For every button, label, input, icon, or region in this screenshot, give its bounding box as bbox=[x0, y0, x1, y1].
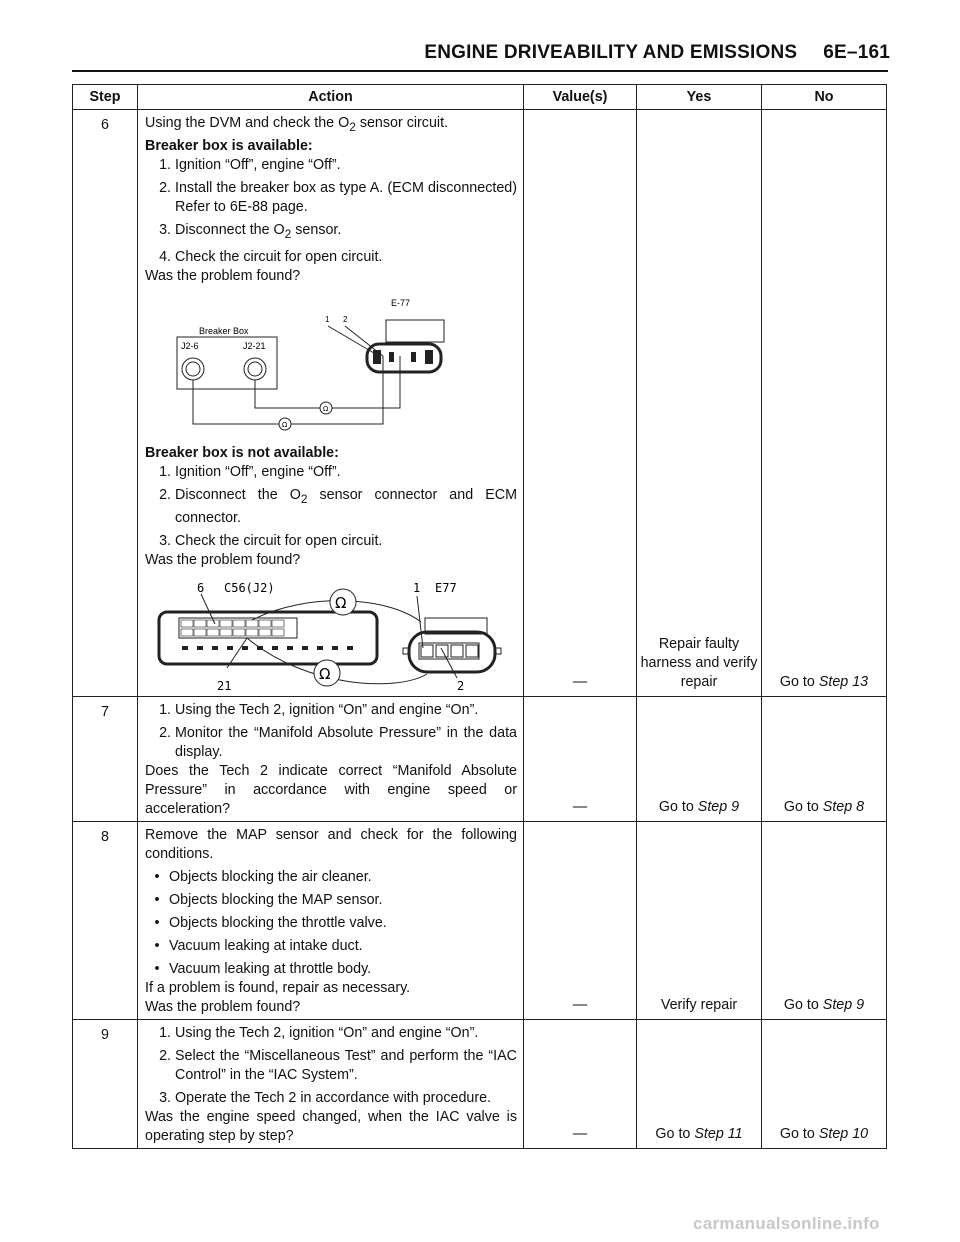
breaker-box-label: Breaker Box bbox=[199, 325, 249, 336]
connector-diagram bbox=[157, 578, 507, 694]
step-number: 6 bbox=[73, 110, 138, 697]
list-item: • Objects blocking the air cleaner. bbox=[154, 868, 372, 885]
watermark-site: carmanualsonline.info bbox=[693, 1214, 880, 1233]
question: Does the Tech 2 indicate correct “Manifold Absolute Pressure” in accordance with engine speed or acceleration? bbox=[145, 762, 517, 817]
table-header-row bbox=[73, 85, 887, 110]
col-no: No bbox=[762, 85, 887, 110]
action-intro: Using the DVM and check the $O_2$ sensor circuit. bbox=[145, 115, 449, 134]
list-item: • Objects blocking the MAP sensor. bbox=[154, 891, 383, 908]
question: Was the problem found? bbox=[145, 998, 301, 1015]
pin-21-label: 21 bbox=[217, 678, 232, 693]
e77-label: E-77 bbox=[391, 297, 411, 308]
page-header bbox=[0, 42, 890, 64]
col-action: Action bbox=[138, 85, 524, 110]
question: Was the engine speed changed, when the IAC valve is operating step by step? bbox=[145, 1108, 517, 1144]
no-cell: Go to Step 13 bbox=[762, 110, 887, 697]
list-item: 1. Using the Tech 2, ignition “On” and engine “On”. bbox=[159, 701, 479, 718]
col-values: Value(s) bbox=[524, 85, 637, 110]
e77-label: E77 bbox=[435, 580, 457, 595]
list-item: 2. Monitor the “Manifold Absolute Pressure” in the data display. bbox=[159, 724, 517, 760]
jack-j2-21 bbox=[244, 358, 266, 380]
list-item: 2. Install the breaker box as type A. (ECM disconnected) Refer to 6E-88 page. bbox=[159, 179, 517, 215]
yes-cell: Verify repair bbox=[637, 821, 762, 1019]
list-item: 2. Select the “Miscellaneous Test” and perform the “IAC Control” in the “IAC System”. bbox=[159, 1047, 517, 1083]
yes-cell: Go to Step 9 bbox=[637, 696, 762, 821]
header-title: ENGINE DRIVEABILITY AND EMISSIONS bbox=[424, 42, 798, 63]
pin-j2-6-label: J2-6 bbox=[181, 340, 199, 351]
table-row-step-8 bbox=[73, 821, 887, 1019]
step-action bbox=[138, 821, 524, 1019]
col-yes: Yes bbox=[637, 85, 762, 110]
list-item: 3. Operate the Tech 2 in accordance with procedure. bbox=[159, 1089, 492, 1106]
table-row-step-9 bbox=[73, 1019, 887, 1148]
list-item: 3. Disconnect the $O_2$ sensor. bbox=[159, 221, 342, 241]
list-item: • Vacuum leaking at throttle body. bbox=[154, 960, 372, 977]
question: Was the problem found? bbox=[145, 551, 301, 568]
table-row-step-7 bbox=[73, 696, 887, 821]
pin-2-label: 2 bbox=[343, 314, 348, 324]
step-number: 9 bbox=[73, 1019, 138, 1148]
pin-j2-21-label: J2-21 bbox=[243, 340, 266, 351]
step-number: 7 bbox=[73, 696, 138, 821]
no-cell: Go to Step 8 bbox=[762, 696, 887, 821]
step-reference: Step 9 bbox=[697, 798, 740, 815]
value-cell: — bbox=[524, 1019, 637, 1148]
c56-label: C56(J2) bbox=[224, 580, 275, 595]
list-item: 4. Check the circuit for open circuit. bbox=[159, 248, 383, 265]
ohm-symbol-1: Ω bbox=[323, 404, 329, 413]
diagnostic-table bbox=[72, 84, 887, 1149]
list-item: 1. Using the Tech 2, ignition “On” and engine “On”. bbox=[159, 1024, 479, 1041]
jack-j2-6 bbox=[182, 358, 204, 380]
step-reference: Step 9 bbox=[822, 996, 865, 1013]
list-item: • Vacuum leaking at intake duct. bbox=[154, 937, 363, 954]
yes-cell: Repair faulty harness and verify repair bbox=[637, 110, 762, 697]
breaker-box-diagram bbox=[181, 292, 493, 440]
ohm-symbol-bottom: Ω bbox=[319, 664, 331, 683]
list-item: 2. Disconnect the $O_2$ sensor connector and ECM connector. bbox=[159, 486, 517, 526]
value-cell: — bbox=[524, 110, 637, 697]
subheading: Breaker box is not available: bbox=[145, 444, 339, 461]
instruction: If a problem is found, repair as necessary. bbox=[145, 979, 411, 996]
no-cell: Go to Step 10 bbox=[762, 1019, 887, 1148]
no-cell: Go to Step 9 bbox=[762, 821, 887, 1019]
connector-latch bbox=[386, 320, 444, 342]
list-item: • Objects blocking the throttle valve. bbox=[154, 914, 387, 931]
step-action bbox=[138, 1019, 524, 1148]
col-step: Step bbox=[73, 85, 138, 110]
question: Was the problem found? bbox=[145, 267, 301, 284]
pin-1-label: 1 bbox=[325, 314, 330, 324]
action-intro: Remove the MAP sensor and check for the following conditions. bbox=[145, 826, 517, 862]
step-reference: Step 13 bbox=[818, 673, 869, 690]
page-number: 6E–161 bbox=[823, 42, 890, 63]
step-action bbox=[138, 696, 524, 821]
ohm-symbol-top: Ω bbox=[335, 593, 347, 612]
step-action bbox=[138, 110, 524, 697]
yes-cell: Go to Step 11 bbox=[637, 1019, 762, 1148]
list-item: 1. Ignition “Off”, engine “Off”. bbox=[159, 463, 341, 480]
list-item: 3. Check the circuit for open circuit. bbox=[159, 532, 383, 549]
step-reference: Step 11 bbox=[694, 1125, 743, 1142]
ohm-symbol-2: Ω bbox=[282, 420, 288, 429]
list-item: 1. Ignition “Off”, engine “Off”. bbox=[159, 156, 341, 173]
pin-6-label: 6 bbox=[197, 580, 205, 595]
pin-1-label: 1 bbox=[413, 580, 421, 595]
table-row-step-6 bbox=[73, 110, 887, 697]
header-rule bbox=[72, 70, 888, 72]
value-cell: — bbox=[524, 696, 637, 821]
step-reference: Step 10 bbox=[818, 1125, 869, 1142]
value-cell: — bbox=[524, 821, 637, 1019]
step-number: 8 bbox=[73, 821, 138, 1019]
pin-2-label: 2 bbox=[457, 678, 465, 693]
step-reference: Step 8 bbox=[822, 798, 865, 815]
subheading: Breaker box is available: bbox=[145, 137, 313, 154]
